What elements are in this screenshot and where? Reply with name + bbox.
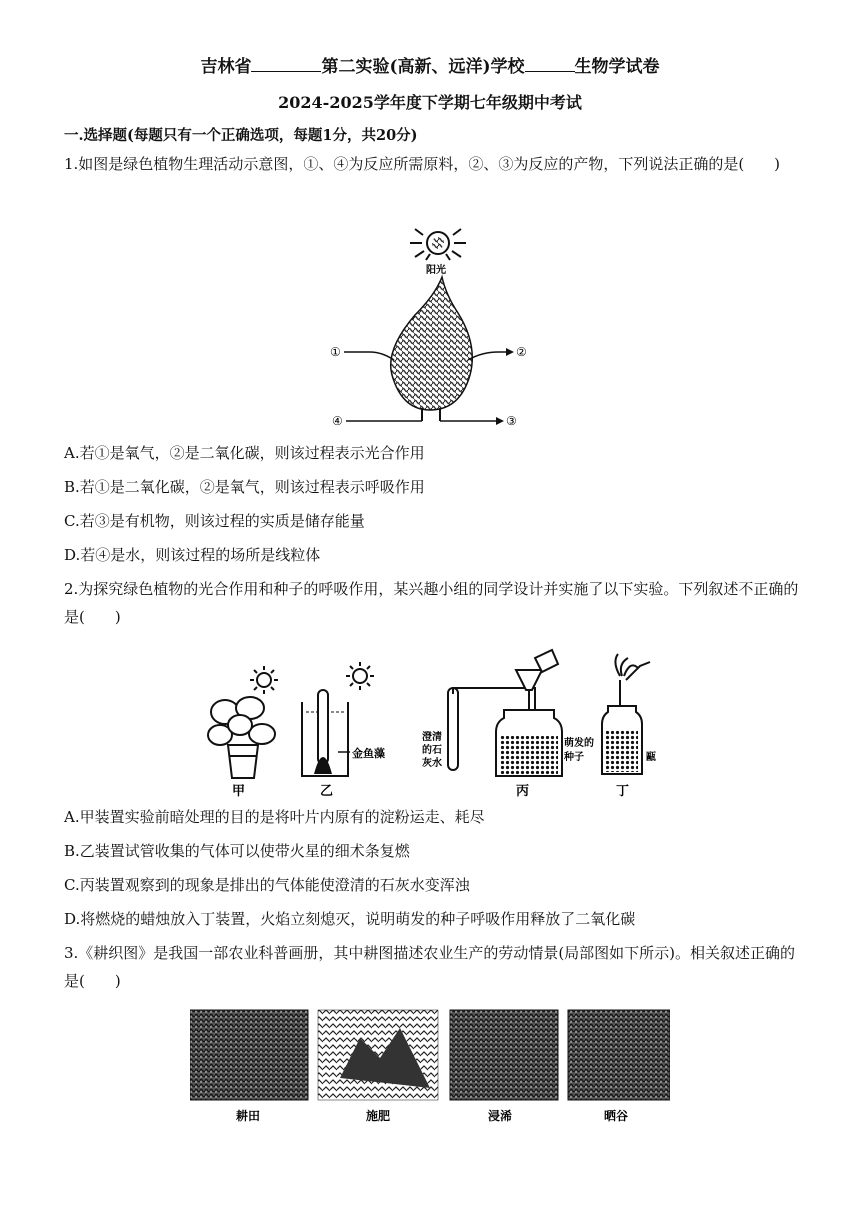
label-limewater-3: 灰水: [422, 758, 442, 769]
leaf-shape: [391, 277, 473, 410]
q2-option-d[interactable]: D.将燃烧的蜡烛放入丁装置，火焰立刻熄灭，说明萌发的种子呼吸作用释放了二氧化碳: [64, 910, 636, 928]
title-prefix: 吉林省: [200, 57, 252, 77]
label-yi: 乙: [320, 784, 334, 799]
q1-option-b[interactable]: B.若①是二氧化碳，②是氧气，则该过程表示呼吸作用: [64, 478, 425, 496]
panel-label-fertilizing: 施肥: [366, 1109, 391, 1123]
panel-label-drying: 晒谷: [604, 1109, 629, 1123]
label-ding-side: 甌: [646, 752, 656, 763]
label-limewater-2: 的石: [422, 745, 442, 756]
label-ding: 丁: [616, 784, 630, 799]
sun-label: 阳光: [426, 265, 446, 276]
label-seeds-2: 种子: [564, 752, 584, 763]
q1-option-a[interactable]: A.若①是氧气，②是二氧化碳，则该过程表示光合作用: [64, 444, 425, 462]
q2-option-c[interactable]: C.丙装置观察到的现象是排出的气体能使澄清的石灰水变浑浊: [64, 876, 470, 894]
label-jia: 甲: [232, 784, 246, 799]
label-seeds-1: 萌发的: [564, 738, 594, 749]
setup-bing: [448, 650, 562, 776]
section-heading: 一.选择题(每题只有一个正确选项，每题1分，共20分): [64, 127, 418, 144]
mark-2: ②: [516, 345, 527, 359]
q2-option-b[interactable]: B.乙装置试管收集的气体可以使带火星的细术条复燃: [64, 842, 410, 860]
q2-option-a[interactable]: A.甲装置实验前暗处理的目的是将叶片内原有的淀粉运走、耗尽: [64, 808, 485, 826]
q1-option-c[interactable]: C.若③是有机物，则该过程的实质是储存能量: [64, 512, 365, 530]
exam-title: [0, 52, 860, 77]
question-3-stem: 3.《耕织图》是我国一部农业科普画册，其中耕图描述农业生产的劳动情景(局部图如下所示)。相关叙述正确的是( ): [64, 944, 796, 990]
setup-jia: [208, 666, 278, 778]
sun-icon: [346, 662, 374, 690]
label-goldfish-weed: 金鱼藻: [352, 747, 385, 760]
q1-option-d[interactable]: D.若④是水，则该过程的场所是线粒体: [64, 546, 321, 564]
panel-label-soaking: 浸浠: [488, 1109, 513, 1123]
panel-drying-image: [568, 1010, 670, 1100]
plant-activity-diagram: [330, 225, 530, 435]
mark-4: ④: [332, 414, 343, 428]
mark-3: ③: [506, 414, 517, 428]
exam-subtitle: 2024-2025学年度下学期七年级期中考试: [278, 93, 582, 112]
experiment-setup-diagram: [200, 640, 670, 800]
question-2-stem: 2.为探究绿色植物的光合作用和种子的呼吸作用，某兴趣小组的同学设计并实施了以下实验。下列叙述不正确的是( ): [64, 580, 799, 626]
title-school: 第二实验(高新、远洋)学校: [321, 57, 525, 77]
question-1-stem: 1.如图是绿色植物生理活动示意图，①、④为反应所需原料，②、③为反应的产物，下列说法正确的是( ): [64, 155, 781, 173]
mark-1: ①: [330, 345, 341, 359]
title-blank-1: [251, 56, 321, 72]
label-bing: 丙: [516, 784, 530, 799]
setup-ding: [602, 654, 650, 774]
sun-icon: [410, 229, 466, 260]
panel-soaking-image: [450, 1010, 558, 1100]
title-subject: 生物学试卷: [574, 57, 660, 77]
panel-plowing-image: [190, 1010, 308, 1100]
sun-icon: [250, 666, 278, 694]
title-blank-2: [525, 56, 575, 72]
label-limewater-1: 澄清: [422, 732, 442, 743]
farming-pictures: [190, 1008, 670, 1128]
panel-label-plowing: 耕田: [236, 1109, 261, 1123]
